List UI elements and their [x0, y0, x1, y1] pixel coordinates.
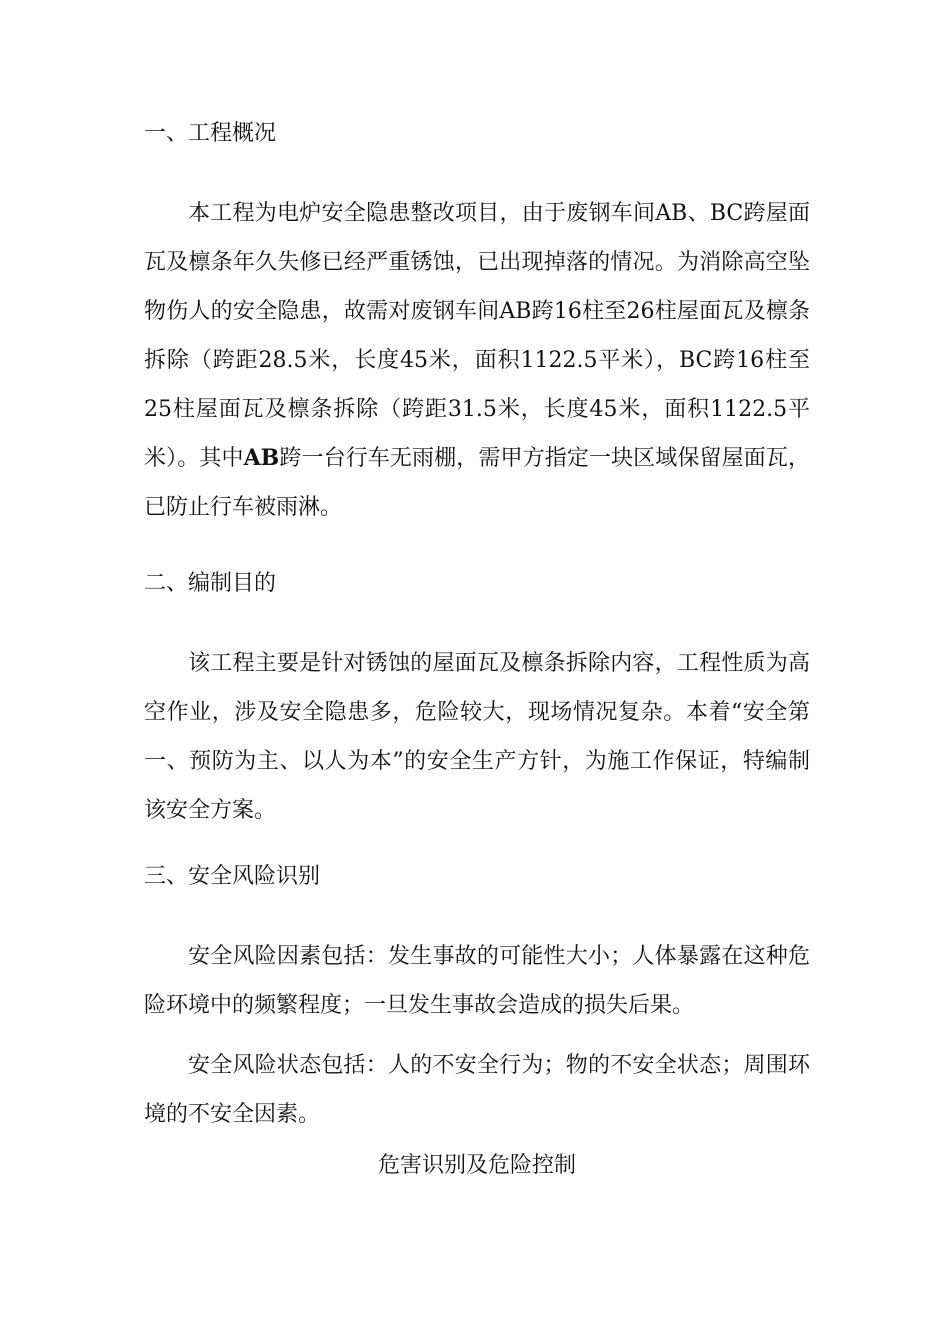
paragraph-risk-states: 安全风险状态包括：人的不安全行为；物的不安全状态；周围环境的不安全因素。: [144, 1053, 810, 1127]
paragraph-risk-factors: 安全风险因素包括：发生事故的可能性大小；人体暴露在这种危险环境中的频繁程度；一旦发生事故会造成的损失后果。: [144, 944, 810, 1018]
paragraph-purpose: 该工程主要是针对锈蚀的屋面瓦及檩条拆除内容，工程性质为高空作业，涉及安全隐患多，危险较大，现场情况复杂。本着“安全第一、预防为主、以人为本”的安全生产方针，为施工作保证，特编制该安全方案。: [144, 651, 810, 823]
table-caption: 危害识别及危险控制: [377, 1153, 576, 1178]
section-heading-risk-identification: 三、安全风险识别: [144, 864, 321, 889]
section-heading-overview: 一、工程概况: [144, 121, 277, 146]
paragraph-project-overview: [144, 189, 810, 532]
paragraph-text: 本工程为电炉安全隐患整改项目，由于废钢车间AB、BC跨屋面瓦及檩条年久失修已经严重锈蚀，已出现掉落的情况。为消除高空坠物伤人的安全隐患，故需对废钢车间AB跨16柱至26柱屋面瓦及檩条拆除（跨距28.5米，长度45米，面积1122.5平米），BC跨16柱至25柱屋面瓦及檩条拆除（跨距31.5米，长度45米，面积1122.5平米）。其中: [144, 201, 810, 471]
paragraph-text: 跨一台行车无雨棚，需甲方指定一块区域保留屋面瓦，已防止行车被雨淋。: [144, 446, 810, 520]
section-heading-purpose: 二、编制目的: [144, 571, 277, 596]
paragraph-bold-text: AB: [243, 445, 280, 471]
